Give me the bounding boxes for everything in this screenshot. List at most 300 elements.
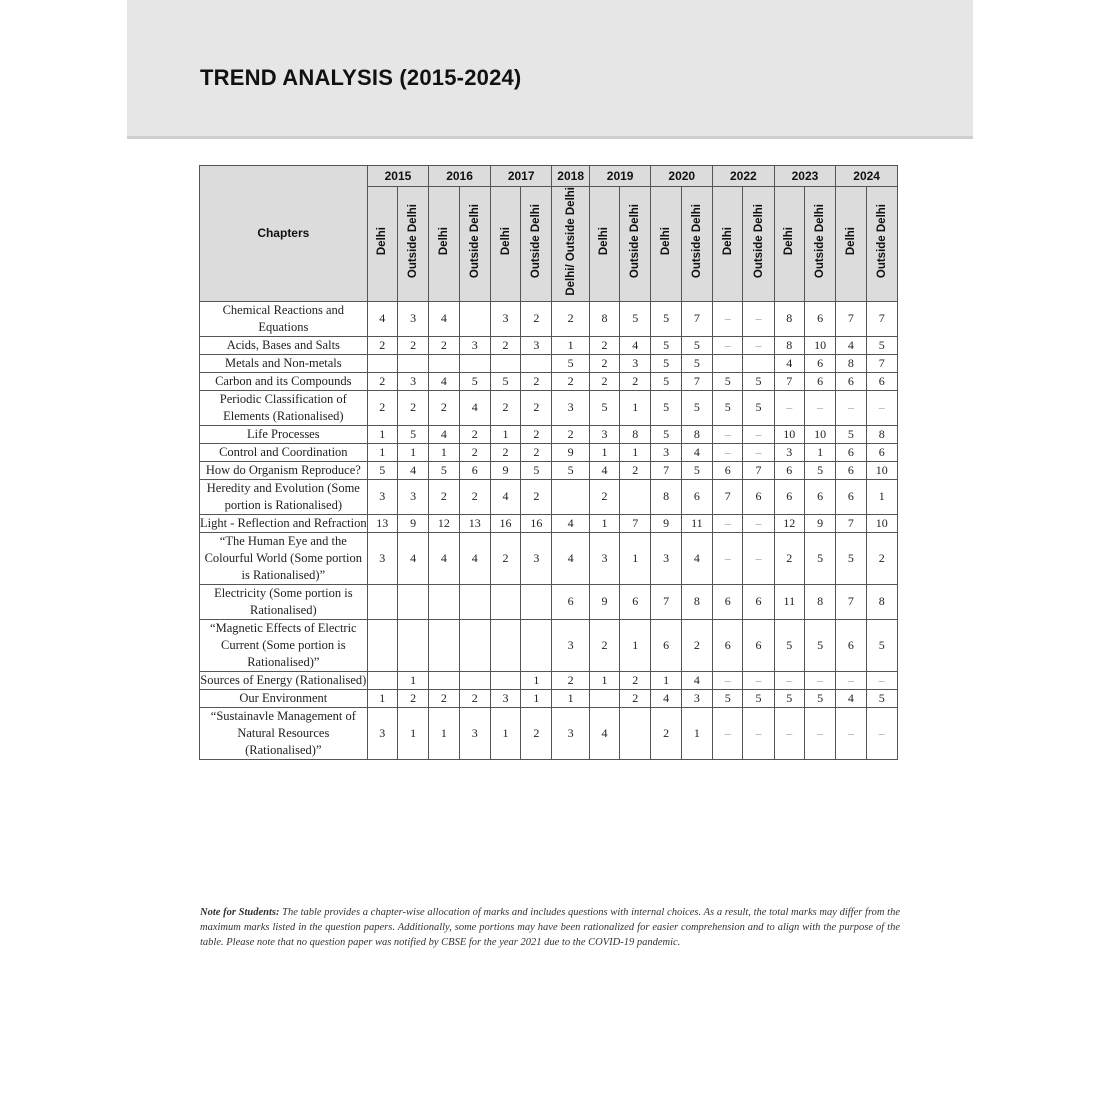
marks-cell: 4 <box>681 671 712 689</box>
marks-cell: 3 <box>367 479 397 514</box>
marks-cell: 3 <box>397 479 428 514</box>
marks-cell <box>459 671 490 689</box>
marks-cell <box>429 584 459 619</box>
marks-cell: 2 <box>490 532 520 584</box>
marks-cell: 7 <box>836 584 866 619</box>
marks-cell: 5 <box>804 689 835 707</box>
marks-cell: 3 <box>620 354 651 372</box>
marks-cell <box>459 584 490 619</box>
table-row <box>200 707 898 759</box>
marks-cell: 3 <box>589 532 619 584</box>
marks-cell: 1 <box>589 671 619 689</box>
marks-cell: 2 <box>552 301 589 336</box>
marks-cell: 1 <box>490 425 520 443</box>
marks-cell: 2 <box>651 707 681 759</box>
marks-cell: 1 <box>397 707 428 759</box>
marks-cell: 9 <box>804 514 835 532</box>
marks-cell: 2 <box>521 443 552 461</box>
marks-cell: 8 <box>804 584 835 619</box>
marks-cell: 2 <box>397 336 428 354</box>
marks-cell: 2 <box>589 336 619 354</box>
marks-cell: 7 <box>651 461 681 479</box>
year-header: 2020 <box>651 166 713 187</box>
marks-cell: – <box>743 707 774 759</box>
marks-cell: 6 <box>804 372 835 390</box>
marks-cell: 3 <box>490 689 520 707</box>
marks-cell: 4 <box>651 689 681 707</box>
marks-cell: 12 <box>774 514 804 532</box>
marks-cell: 4 <box>589 707 619 759</box>
marks-cell: 6 <box>804 479 835 514</box>
marks-cell: 13 <box>367 514 397 532</box>
marks-cell: 2 <box>681 619 712 671</box>
marks-cell: 1 <box>589 443 619 461</box>
marks-cell: 10 <box>866 461 897 479</box>
marks-cell: 2 <box>490 443 520 461</box>
marks-cell: – <box>713 707 743 759</box>
marks-cell: 2 <box>397 689 428 707</box>
marks-cell: – <box>743 336 774 354</box>
marks-cell: 6 <box>774 479 804 514</box>
sub-header <box>774 187 804 302</box>
sub-header <box>620 187 651 302</box>
sub-header <box>490 187 520 302</box>
marks-cell <box>521 584 552 619</box>
marks-cell: 5 <box>589 390 619 425</box>
sub-header-label: Outside Delhi <box>690 204 703 279</box>
marks-cell: 7 <box>836 301 866 336</box>
marks-cell: 5 <box>804 532 835 584</box>
year-header-row <box>200 166 898 187</box>
marks-cell: 13 <box>459 514 490 532</box>
marks-cell: 1 <box>589 514 619 532</box>
marks-cell: – <box>713 336 743 354</box>
marks-cell: 1 <box>620 390 651 425</box>
sub-header-label: Delhi <box>721 227 734 256</box>
chapter-cell: “Sustainavle Management of Natural Resources (Rationalised)” <box>200 707 368 759</box>
marks-cell: 5 <box>552 461 589 479</box>
marks-cell: 8 <box>774 301 804 336</box>
marks-cell: 7 <box>836 514 866 532</box>
chapter-cell: Control and Coordination <box>200 443 368 461</box>
marks-cell: 16 <box>490 514 520 532</box>
marks-cell: – <box>866 671 897 689</box>
sub-header-label: Delhi <box>844 227 857 256</box>
sub-header-label: Delhi <box>376 227 389 256</box>
marks-cell: – <box>713 425 743 443</box>
marks-cell: 3 <box>490 301 520 336</box>
marks-cell: 6 <box>866 372 897 390</box>
chapter-cell: Electricity (Some portion is Rationalised) <box>200 584 368 619</box>
marks-cell: 2 <box>429 390 459 425</box>
table-row <box>200 584 898 619</box>
marks-cell: – <box>774 390 804 425</box>
sub-header-label: Outside Delhi <box>530 204 543 279</box>
marks-cell: 6 <box>836 372 866 390</box>
marks-cell: 5 <box>681 390 712 425</box>
marks-cell: 9 <box>552 443 589 461</box>
marks-cell <box>429 671 459 689</box>
chapter-cell: Our Environment <box>200 689 368 707</box>
marks-cell <box>429 619 459 671</box>
marks-cell: 2 <box>397 390 428 425</box>
marks-cell: – <box>774 671 804 689</box>
marks-cell: – <box>743 532 774 584</box>
marks-cell: 5 <box>866 336 897 354</box>
marks-cell: 5 <box>620 301 651 336</box>
marks-cell: 4 <box>429 425 459 443</box>
marks-cell: 3 <box>651 532 681 584</box>
year-header: 2022 <box>713 166 775 187</box>
marks-cell: 1 <box>429 443 459 461</box>
chapter-cell: How do Organism Reproduce? <box>200 461 368 479</box>
marks-cell: 3 <box>651 443 681 461</box>
marks-cell: – <box>713 671 743 689</box>
marks-cell: 8 <box>866 584 897 619</box>
marks-cell: 2 <box>589 372 619 390</box>
marks-cell: 5 <box>367 461 397 479</box>
sub-header <box>589 187 619 302</box>
marks-cell: 9 <box>651 514 681 532</box>
chapter-cell: Life Processes <box>200 425 368 443</box>
marks-cell: 3 <box>552 390 589 425</box>
marks-cell <box>367 619 397 671</box>
marks-cell: 5 <box>651 390 681 425</box>
marks-cell: 8 <box>651 479 681 514</box>
marks-cell: 7 <box>620 514 651 532</box>
sub-header <box>521 187 552 302</box>
marks-cell <box>397 619 428 671</box>
marks-cell: 3 <box>774 443 804 461</box>
marks-cell: – <box>836 707 866 759</box>
note-for-students <box>200 905 900 950</box>
chapter-cell: Carbon and its Compounds <box>200 372 368 390</box>
marks-cell: 7 <box>866 354 897 372</box>
marks-cell <box>620 707 651 759</box>
marks-cell: – <box>743 671 774 689</box>
marks-cell: 5 <box>743 689 774 707</box>
marks-cell: 6 <box>459 461 490 479</box>
marks-cell: 2 <box>490 390 520 425</box>
sub-header <box>681 187 712 302</box>
marks-cell: 6 <box>804 301 835 336</box>
marks-cell: – <box>713 443 743 461</box>
marks-cell: 1 <box>367 425 397 443</box>
marks-cell <box>459 619 490 671</box>
marks-cell: 1 <box>397 443 428 461</box>
marks-cell <box>429 354 459 372</box>
marks-cell: 5 <box>713 390 743 425</box>
chapter-cell: Heredity and Evolution (Some portion is Rationalised) <box>200 479 368 514</box>
marks-cell: 7 <box>866 301 897 336</box>
marks-cell: 1 <box>866 479 897 514</box>
marks-cell <box>490 354 520 372</box>
marks-cell: 4 <box>429 532 459 584</box>
marks-cell: 7 <box>681 372 712 390</box>
sub-header-label: Delhi/ Outside Delhi <box>564 187 577 296</box>
marks-cell: – <box>743 425 774 443</box>
marks-cell: 1 <box>521 689 552 707</box>
marks-cell: 4 <box>774 354 804 372</box>
marks-cell: 1 <box>804 443 835 461</box>
marks-cell: 3 <box>459 336 490 354</box>
marks-cell: 6 <box>713 584 743 619</box>
marks-cell: 2 <box>459 479 490 514</box>
marks-cell <box>459 354 490 372</box>
sub-header-label: Delhi <box>660 227 673 256</box>
marks-cell: 5 <box>651 372 681 390</box>
marks-cell: 1 <box>552 689 589 707</box>
marks-cell: – <box>743 301 774 336</box>
sub-header-label: Delhi <box>598 227 611 256</box>
marks-cell: 3 <box>552 707 589 759</box>
sub-header-label: Outside Delhi <box>814 204 827 279</box>
marks-cell: 5 <box>651 336 681 354</box>
marks-cell: 1 <box>620 443 651 461</box>
marks-cell: 5 <box>774 619 804 671</box>
sub-header-label: Outside Delhi <box>752 204 765 279</box>
marks-cell: 2 <box>552 671 589 689</box>
marks-cell: 2 <box>459 443 490 461</box>
marks-cell: 6 <box>866 443 897 461</box>
marks-cell: 2 <box>521 301 552 336</box>
trend-table <box>199 165 898 760</box>
sub-header-label: Delhi <box>499 227 512 256</box>
marks-cell: 4 <box>552 514 589 532</box>
marks-cell: 4 <box>397 532 428 584</box>
marks-cell: 5 <box>681 354 712 372</box>
marks-cell: 5 <box>713 689 743 707</box>
marks-cell: 2 <box>490 336 520 354</box>
marks-cell <box>397 584 428 619</box>
marks-cell: 3 <box>367 707 397 759</box>
marks-cell: 11 <box>681 514 712 532</box>
page <box>127 0 973 1100</box>
marks-cell: – <box>866 390 897 425</box>
marks-cell: 5 <box>681 336 712 354</box>
marks-cell: 2 <box>552 372 589 390</box>
marks-cell: 2 <box>521 425 552 443</box>
marks-cell <box>589 689 619 707</box>
sub-header <box>804 187 835 302</box>
marks-cell: 8 <box>620 425 651 443</box>
marks-cell: 6 <box>774 461 804 479</box>
marks-cell: – <box>743 443 774 461</box>
marks-cell <box>521 354 552 372</box>
marks-cell: 2 <box>367 372 397 390</box>
marks-cell: 4 <box>620 336 651 354</box>
marks-cell: 4 <box>552 532 589 584</box>
marks-cell <box>490 584 520 619</box>
table-row <box>200 372 898 390</box>
sub-header <box>552 187 589 302</box>
sub-header <box>459 187 490 302</box>
marks-cell: 4 <box>397 461 428 479</box>
sub-header <box>743 187 774 302</box>
marks-cell: – <box>713 532 743 584</box>
marks-cell: 4 <box>367 301 397 336</box>
marks-cell: 5 <box>552 354 589 372</box>
marks-cell <box>367 584 397 619</box>
marks-cell: 4 <box>459 390 490 425</box>
sub-header-label: Delhi <box>783 227 796 256</box>
marks-cell: 6 <box>836 619 866 671</box>
marks-cell: 2 <box>521 707 552 759</box>
marks-cell: 3 <box>521 532 552 584</box>
table-row <box>200 689 898 707</box>
marks-cell <box>459 301 490 336</box>
marks-cell: 6 <box>743 479 774 514</box>
sub-header-label: Outside Delhi <box>407 204 420 279</box>
table-row <box>200 461 898 479</box>
marks-cell: 1 <box>620 532 651 584</box>
marks-cell: 6 <box>743 619 774 671</box>
marks-cell: 1 <box>367 689 397 707</box>
marks-cell <box>521 619 552 671</box>
chapter-cell: Chemical Reactions and Equations <box>200 301 368 336</box>
marks-cell: 2 <box>620 461 651 479</box>
marks-cell: 1 <box>552 336 589 354</box>
sub-header <box>397 187 428 302</box>
year-header: 2017 <box>490 166 552 187</box>
marks-cell: – <box>713 301 743 336</box>
marks-cell: 9 <box>490 461 520 479</box>
marks-cell: 8 <box>681 425 712 443</box>
year-header: 2024 <box>836 166 898 187</box>
marks-cell: 3 <box>367 532 397 584</box>
marks-cell: 1 <box>620 619 651 671</box>
chapter-cell: Periodic Classification of Elements (Rationalised) <box>200 390 368 425</box>
marks-cell: 2 <box>774 532 804 584</box>
marks-cell: 2 <box>429 689 459 707</box>
marks-cell: 5 <box>804 461 835 479</box>
marks-cell: 6 <box>836 443 866 461</box>
marks-cell: 4 <box>589 461 619 479</box>
chapter-cell: Sources of Energy (Rationalised) <box>200 671 368 689</box>
marks-cell: 4 <box>836 689 866 707</box>
marks-cell: 8 <box>774 336 804 354</box>
marks-cell: – <box>713 514 743 532</box>
marks-cell: 2 <box>866 532 897 584</box>
table-row <box>200 425 898 443</box>
table-row <box>200 619 898 671</box>
marks-cell: 9 <box>589 584 619 619</box>
table-row <box>200 671 898 689</box>
table-row <box>200 390 898 425</box>
marks-cell: – <box>804 390 835 425</box>
marks-cell: 5 <box>713 372 743 390</box>
table-row <box>200 443 898 461</box>
year-header: 2015 <box>367 166 429 187</box>
year-header: 2019 <box>589 166 651 187</box>
marks-cell: – <box>774 707 804 759</box>
marks-cell: 6 <box>681 479 712 514</box>
marks-cell: 7 <box>743 461 774 479</box>
marks-cell: – <box>836 671 866 689</box>
sub-header <box>367 187 397 302</box>
chapter-cell: “The Human Eye and the Colourful World (Some portion is Rationalised)” <box>200 532 368 584</box>
marks-cell: 1 <box>490 707 520 759</box>
marks-cell: 10 <box>804 425 835 443</box>
marks-cell: 2 <box>589 354 619 372</box>
marks-cell: 6 <box>836 461 866 479</box>
sub-header <box>713 187 743 302</box>
marks-cell: 10 <box>866 514 897 532</box>
marks-cell: 6 <box>743 584 774 619</box>
marks-cell: 6 <box>620 584 651 619</box>
marks-cell: 4 <box>681 532 712 584</box>
marks-cell: 6 <box>651 619 681 671</box>
marks-cell: – <box>804 671 835 689</box>
marks-cell: 1 <box>367 443 397 461</box>
marks-cell <box>490 671 520 689</box>
marks-cell: 2 <box>589 479 619 514</box>
marks-cell: 2 <box>620 671 651 689</box>
marks-cell: 7 <box>651 584 681 619</box>
marks-cell: 3 <box>681 689 712 707</box>
header-band <box>127 0 973 139</box>
marks-cell: 5 <box>866 619 897 671</box>
marks-cell: 3 <box>589 425 619 443</box>
marks-cell: 6 <box>804 354 835 372</box>
marks-cell: 5 <box>651 354 681 372</box>
marks-cell: 10 <box>804 336 835 354</box>
marks-cell: 10 <box>774 425 804 443</box>
marks-cell: 6 <box>713 461 743 479</box>
marks-cell: 2 <box>429 479 459 514</box>
marks-cell: 5 <box>521 461 552 479</box>
marks-cell: 12 <box>429 514 459 532</box>
note-text: The table provides a chapter-wise allocation of marks and includes questions with internal choices. As a result, the total marks may differ from the maximum marks listed in the question papers. Additionally, some portions may have been rationalized for easier comprehension and to align with the purpose of the table. Please note that no question paper was notified by CBSE for the year 2021 due to the COVID-19 pandemic. <box>200 907 900 948</box>
marks-cell: 2 <box>521 372 552 390</box>
marks-cell: 4 <box>681 443 712 461</box>
marks-cell: 2 <box>367 336 397 354</box>
marks-cell: 5 <box>836 425 866 443</box>
marks-cell: 5 <box>866 689 897 707</box>
table-row <box>200 301 898 336</box>
marks-cell: 4 <box>429 372 459 390</box>
year-header: 2018 <box>552 166 589 187</box>
marks-cell: 1 <box>521 671 552 689</box>
marks-cell: 5 <box>397 425 428 443</box>
marks-cell: – <box>743 514 774 532</box>
sub-header <box>836 187 866 302</box>
marks-cell <box>490 619 520 671</box>
marks-cell: 5 <box>651 425 681 443</box>
marks-cell: 16 <box>521 514 552 532</box>
marks-cell: 5 <box>836 532 866 584</box>
marks-cell <box>713 354 743 372</box>
chapter-cell: Metals and Non-metals <box>200 354 368 372</box>
marks-cell: 11 <box>774 584 804 619</box>
marks-cell <box>552 479 589 514</box>
marks-cell <box>367 354 397 372</box>
marks-cell: 8 <box>681 584 712 619</box>
sub-header-label: Outside Delhi <box>629 204 642 279</box>
marks-cell: 7 <box>681 301 712 336</box>
sub-header-label: Outside Delhi <box>875 204 888 279</box>
table-row <box>200 336 898 354</box>
chapter-cell: Light - Reflection and Refraction <box>200 514 368 532</box>
marks-cell: 8 <box>836 354 866 372</box>
marks-cell: 5 <box>804 619 835 671</box>
marks-cell: 1 <box>429 707 459 759</box>
marks-cell: – <box>804 707 835 759</box>
marks-cell: 6 <box>713 619 743 671</box>
marks-cell: 4 <box>459 532 490 584</box>
marks-cell: 5 <box>651 301 681 336</box>
marks-cell: 2 <box>620 372 651 390</box>
